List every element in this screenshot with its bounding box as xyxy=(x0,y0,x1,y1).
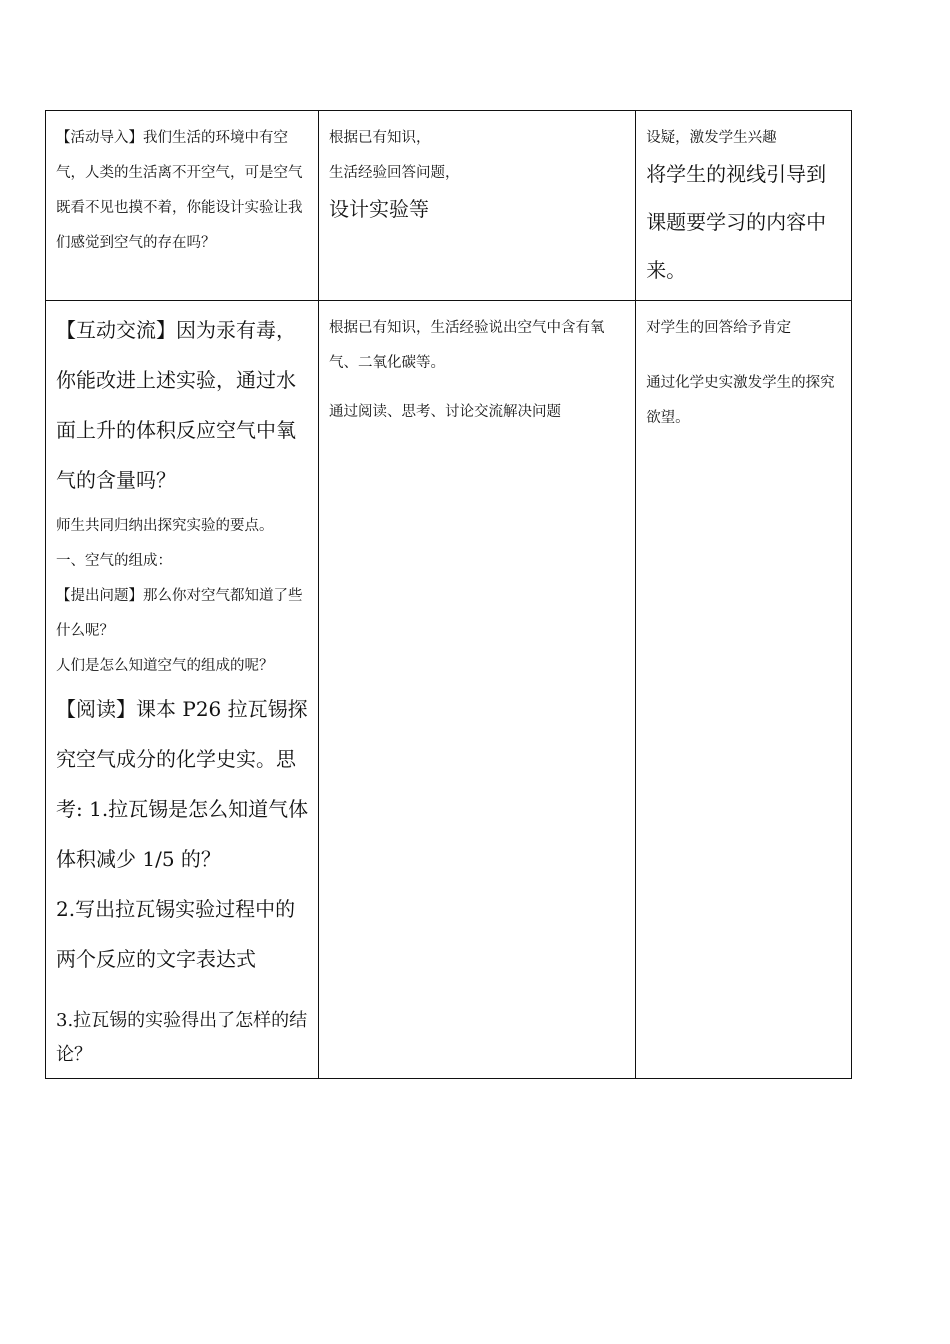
teacher-activity-cell xyxy=(46,111,319,301)
question-2: 2.写出拉瓦锡实验过程中的两个反应的文字表达式 xyxy=(56,897,296,971)
activity-intro-text: 【活动导入】我们生活的环境中有空气，人类的生活离不开空气，可是空气既看不见也摸不着，你能设计实验让我们感觉到空气的存在吗？ xyxy=(56,130,303,251)
student-reading-text: 通过阅读、思考、讨论交流解决问题 xyxy=(329,404,562,420)
student-line-3: 设计实验等 xyxy=(329,197,430,221)
student-line-1: 根据已有知识， xyxy=(329,130,431,146)
student-activity-cell xyxy=(319,301,636,1079)
raise-question-text: 【提出问题】那么你对空气都知道了些什么呢？ xyxy=(56,588,303,639)
interaction-question: 【互动交流】因为汞有毒，你能改进上述实验，通过水面上升的体积反应空气中氧气的含量吗？ xyxy=(56,318,296,492)
intent-affirm-text: 对学生的回答给予肯定 xyxy=(646,320,792,336)
table-row xyxy=(46,301,852,1079)
student-answer-text: 根据已有知识，生活经验说出空气中含有氧气、二氧化碳等。 xyxy=(329,320,605,371)
summary-text: 师生共同归纳出探究实验的要点。 xyxy=(56,518,274,534)
lesson-plan-table xyxy=(45,110,852,1079)
intent-line-1: 设疑，激发学生兴趣 xyxy=(646,130,777,146)
question-3: 3.拉瓦锡的实验得出了怎样的结论？ xyxy=(56,1010,308,1065)
reading-task: 【阅读】课本 P26 拉瓦锡探究空气成分的化学史实。思考: 1.拉瓦锡是怎么知道气体体积减少 1/5 的？ xyxy=(56,697,309,871)
design-intent-cell xyxy=(636,301,852,1079)
section-heading: 一、空气的组成： xyxy=(56,553,172,569)
student-activity-cell xyxy=(319,111,636,301)
table-row xyxy=(46,111,852,301)
intent-history-text: 通过化学史实激发学生的探究欲望。 xyxy=(646,375,835,426)
student-line-2: 生活经验回答问题， xyxy=(329,165,460,181)
composition-question: 人们是怎么知道空气的组成的呢？ xyxy=(56,658,274,674)
design-intent-cell xyxy=(636,111,852,301)
teacher-activity-cell xyxy=(46,301,319,1079)
intent-line-2: 将学生的视线引导到课题要学习的内容中来。 xyxy=(646,162,827,282)
